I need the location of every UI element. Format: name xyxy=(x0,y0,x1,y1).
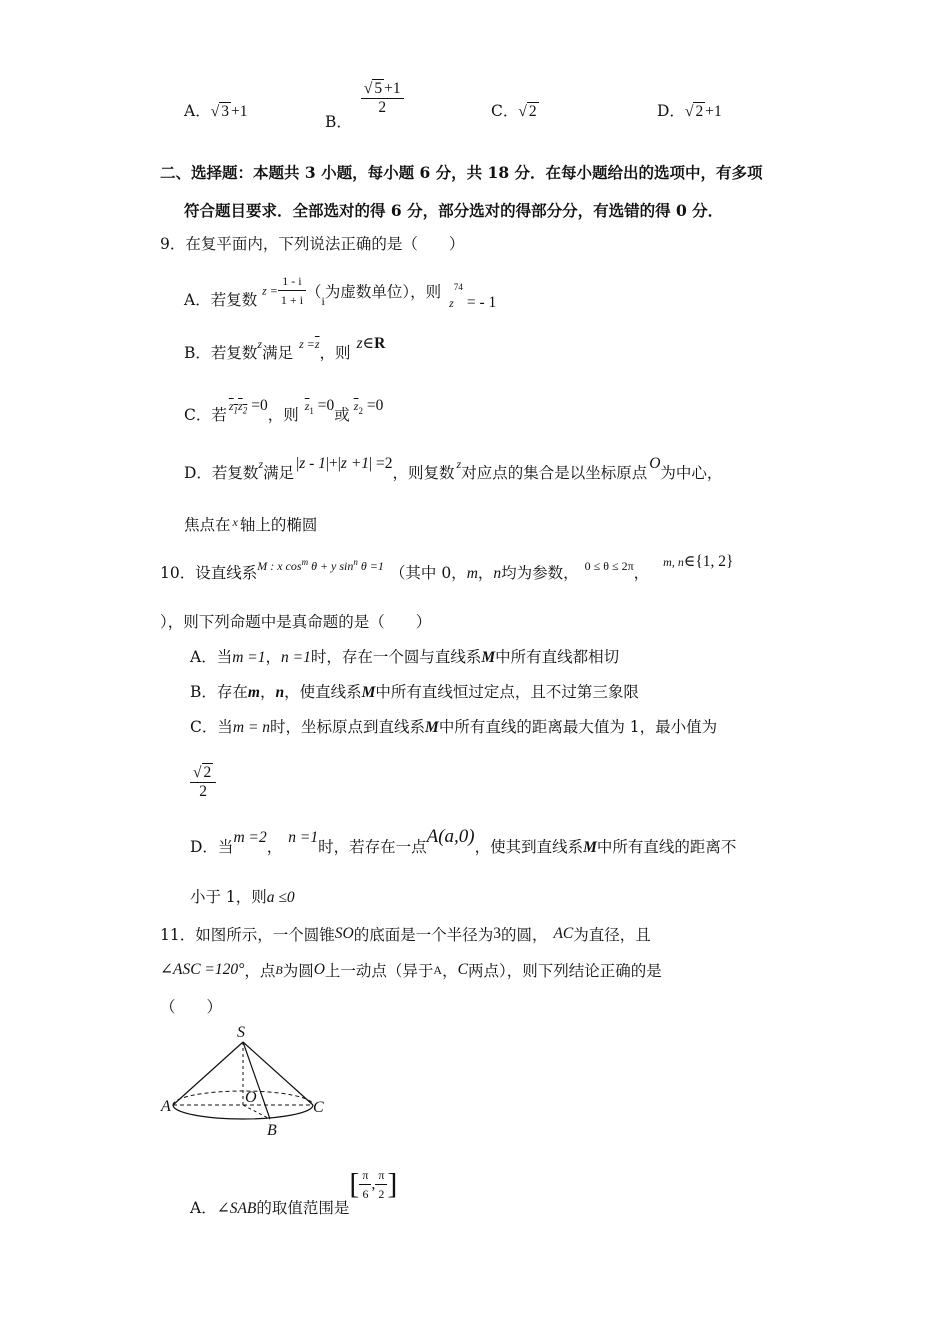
q9-option-d-line2 xyxy=(184,510,317,533)
option-label: A．当 xyxy=(190,648,233,666)
option-text: 对应点的集合是以坐标原点 xyxy=(461,464,648,482)
q11-option-a xyxy=(190,1166,398,1217)
numerator: 1 - i xyxy=(278,272,306,291)
math-expr: m =2 xyxy=(233,829,267,846)
option-text: 为中心， xyxy=(660,464,723,482)
denominator: 1 + i xyxy=(280,293,304,307)
interval: [ xyxy=(349,1167,360,1201)
math-var: AC xyxy=(553,925,574,942)
q10-stem xyxy=(160,551,734,582)
math-expr: m =1 xyxy=(232,649,266,666)
sqrt-radicand: 2 xyxy=(203,764,212,781)
numerator: π xyxy=(359,1166,371,1185)
math-var: M xyxy=(583,839,597,856)
math-var: $\overline{z}$ xyxy=(314,337,320,351)
stem-text: ， xyxy=(633,564,650,582)
math-expr: n =1 xyxy=(288,829,319,846)
option-text: ，使直线系 xyxy=(284,683,362,701)
interval-comma: , xyxy=(371,1175,376,1193)
section-header-line1: 二、选择题：本题共 3 小题，每小题 6 分，共 18 分．在每小题给出的选项中，有多项 xyxy=(160,163,763,182)
fraction xyxy=(359,1166,371,1203)
math-rhs: =0 xyxy=(362,397,384,414)
sqrt-radicand: 2 xyxy=(528,103,537,120)
stem-text: 的底面是一个半径为 xyxy=(353,926,494,944)
option-tail: +1 xyxy=(705,103,722,120)
math-var: z xyxy=(456,457,462,471)
label-O: O xyxy=(245,1089,257,1106)
paren: （ xyxy=(306,282,322,301)
q10-option-d-line2 xyxy=(190,886,295,909)
math-var: $\overline{z}$ xyxy=(353,399,359,413)
option-text: 为虚数单位），则 xyxy=(324,282,442,301)
option-label: D．若复数 xyxy=(184,464,259,482)
math-var: z xyxy=(257,337,263,351)
stem-text: 的圆， xyxy=(500,926,548,944)
math-expr: a ≤0 xyxy=(266,889,295,906)
option-text: 小于 1，则 xyxy=(190,888,267,906)
subscript: 1 xyxy=(233,405,239,416)
q10-option-a xyxy=(190,646,619,669)
math-var: z xyxy=(238,399,243,413)
stem-text: 10．设直线系 xyxy=(160,564,258,582)
sqrt-radicand: 3 xyxy=(221,103,229,120)
math-op: + xyxy=(329,455,338,472)
line-system-equation xyxy=(257,559,384,573)
q10-option-d xyxy=(190,826,737,856)
option-text: ，则复数 xyxy=(392,464,455,482)
denominator: 2 xyxy=(378,1187,385,1201)
fraction xyxy=(375,1166,387,1203)
exponent: 74 xyxy=(453,282,463,293)
option-label: C． xyxy=(491,102,519,120)
math-var: n xyxy=(493,565,502,582)
stem-text: 为圆 xyxy=(282,962,314,980)
option-label: B．若复数 xyxy=(184,344,258,362)
math-expr: 0 ≤ θ ≤ 2π xyxy=(584,559,634,573)
exponent: m xyxy=(301,557,309,567)
option-text: 中所有直线的距离最大值为 1，最小值为 xyxy=(438,718,718,736)
subscript: 2 xyxy=(242,405,248,416)
label-C: C xyxy=(313,1099,324,1116)
option-tail: +1 xyxy=(230,103,248,120)
numerator-tail: +1 xyxy=(384,80,401,97)
math-var: M xyxy=(257,559,268,573)
q11-stem-line1 xyxy=(160,922,651,945)
q10-option-c xyxy=(190,716,717,739)
q8-option-c: C．√ 2 xyxy=(491,102,537,120)
q8-option-d: D．√ 2 +1 xyxy=(657,102,722,120)
q10-stem-cont: ），则下列命题中是真命题的是（ ） xyxy=(160,613,432,631)
math-var: O xyxy=(649,455,661,472)
math-var: i xyxy=(321,293,325,308)
option-label: B． xyxy=(325,112,352,131)
math-set: R xyxy=(374,335,386,352)
math-expr: (a,0) xyxy=(438,826,475,847)
stem-text: 为直径，且 xyxy=(573,926,651,944)
q10-option-b xyxy=(190,681,639,704)
option-text: 中所有直线都相切 xyxy=(495,648,620,666)
option-text: ， xyxy=(266,838,283,856)
option-label: D． xyxy=(657,102,685,120)
q10-option-c-fraction xyxy=(190,764,216,801)
stem-text: 均为参数， xyxy=(501,564,579,582)
math-var: x xyxy=(232,515,238,529)
math-op: ∈ xyxy=(683,553,696,570)
abs-expr: |z - 1|+|z +1| =2 xyxy=(296,455,393,472)
math-rhs: = - 1 xyxy=(466,293,497,311)
math-product xyxy=(228,399,248,416)
option-label: B．存在 xyxy=(190,683,248,701)
math-expr: ∠ASC =120° xyxy=(160,961,245,978)
fraction: $\frac{√ 2}{2}$ xyxy=(190,764,216,801)
option-label: A．若复数 xyxy=(184,290,258,309)
option-text: 轴上的椭圆 xyxy=(239,516,318,534)
math-rhs: =2 xyxy=(376,455,393,472)
option-text: 焦点在 xyxy=(184,516,231,534)
option-text: 中所有直线的距离不 xyxy=(596,838,737,856)
math-var: m xyxy=(247,684,260,701)
q11-stem-line2 xyxy=(160,958,662,981)
math-expr: θ + y sin xyxy=(308,559,354,573)
option-label: D．当 xyxy=(190,838,234,856)
sqrt-radicand: 5 xyxy=(374,80,383,97)
option-text: 中所有直线恒过定点，且不过第三象限 xyxy=(375,683,639,701)
option-label: C．若 xyxy=(184,406,227,424)
option-label: A． xyxy=(184,102,211,120)
denominator: 2 xyxy=(378,99,387,116)
math-var: B xyxy=(275,963,283,977)
math-var: M xyxy=(481,649,496,666)
q9-option-c xyxy=(184,394,383,422)
stem-text: 11．如图所示，一个圆锥 xyxy=(160,926,335,944)
math-var: A xyxy=(426,826,439,847)
option-text: 时，存在一个圆与直线系 xyxy=(310,648,482,666)
math-rhs: =0 xyxy=(313,397,335,414)
stem-text: （其中 0， xyxy=(389,564,467,582)
option-text: 或 xyxy=(334,406,350,424)
q8-option-b xyxy=(325,80,404,131)
denominator: 2 xyxy=(199,783,207,800)
math-var: C xyxy=(457,961,468,978)
math-expr: z +1 xyxy=(340,455,370,472)
math-var: z xyxy=(449,295,454,310)
math-var: $\overline{z}$ xyxy=(304,399,310,413)
stem-text: ， xyxy=(442,962,458,980)
interval-close: ] xyxy=(387,1167,398,1201)
q9-option-a xyxy=(184,272,496,309)
math-expr: z - 1 xyxy=(299,455,326,472)
denominator: 6 xyxy=(362,1187,369,1201)
option-text: ，则 xyxy=(267,406,299,424)
math-var: A xyxy=(433,963,443,977)
set-items: 1, 2 xyxy=(702,553,727,570)
math-var: SO xyxy=(334,925,354,942)
math-expr: n =1 xyxy=(281,649,311,666)
fraction xyxy=(278,272,306,309)
math-var: z∈ xyxy=(356,335,375,352)
math-var: z = xyxy=(299,337,315,351)
stem-text: 上一动点（异于 xyxy=(324,962,434,980)
math-num: 3 xyxy=(493,925,501,942)
option-text: 满足 xyxy=(263,464,295,482)
math-expr: ∠SAB xyxy=(216,1199,257,1217)
q9-option-d xyxy=(184,452,723,482)
option-label: C．当 xyxy=(190,718,233,736)
option-text: 满足 xyxy=(262,344,294,362)
math-var: M xyxy=(361,684,376,701)
sqrt-radicand: 2 xyxy=(695,103,704,120)
math-var: m, n xyxy=(663,555,684,569)
math-var: z = xyxy=(262,283,278,298)
math-expr: m = n xyxy=(232,719,271,736)
exponent: n xyxy=(353,557,358,567)
option-label: A． xyxy=(190,1198,217,1217)
label-A: A xyxy=(161,1098,171,1115)
math-var: z xyxy=(228,399,234,413)
option-text: 时，若存在一点 xyxy=(318,838,427,856)
q9-stem: 9．在复平面内，下列说法正确的是（ ） xyxy=(160,235,465,253)
label-S: S xyxy=(237,1024,245,1041)
math-rhs: =0 xyxy=(251,397,268,414)
math-expr: θ =1 xyxy=(357,559,384,573)
edge-SA xyxy=(173,1042,243,1105)
option-text: ，使其到直线系 xyxy=(474,838,584,856)
option-text: 时，坐标原点到直线系 xyxy=(270,718,426,736)
stem-text: ， xyxy=(477,564,494,582)
math-var: m xyxy=(466,565,478,582)
math-var: M xyxy=(425,719,439,736)
stem-text: 两点），则下列结论正确的是 xyxy=(467,962,662,980)
math-expr: : x cos xyxy=(267,559,302,573)
q11-answer-paren: （ ） xyxy=(160,998,223,1016)
label-B: B xyxy=(267,1122,277,1139)
math-set: {1, 2} xyxy=(695,553,734,570)
section-header-line2: 符合题目要求．全部选对的得 6 分，部分选对的得部分分，有选错的得 0 分． xyxy=(184,201,724,220)
cone-figure xyxy=(155,1022,345,1142)
math-var: z xyxy=(258,457,264,471)
option-text: ， xyxy=(265,648,281,666)
option-text: ，则 xyxy=(319,344,351,362)
q8-option-a: A．√ 3 +1 xyxy=(184,102,248,120)
option-text: 的取值范围是 xyxy=(256,1198,350,1217)
numerator: π xyxy=(375,1166,387,1185)
subscript: 2 xyxy=(358,406,363,417)
option-text: ， xyxy=(259,683,276,701)
math-var: O xyxy=(313,961,325,978)
fraction: $\frac{√ 5 +1}{2}$ xyxy=(361,80,404,117)
q9-option-b xyxy=(184,332,386,362)
math-var: n xyxy=(275,684,285,701)
stem-text: ，点 xyxy=(244,962,276,980)
subscript: 1 xyxy=(309,406,314,417)
